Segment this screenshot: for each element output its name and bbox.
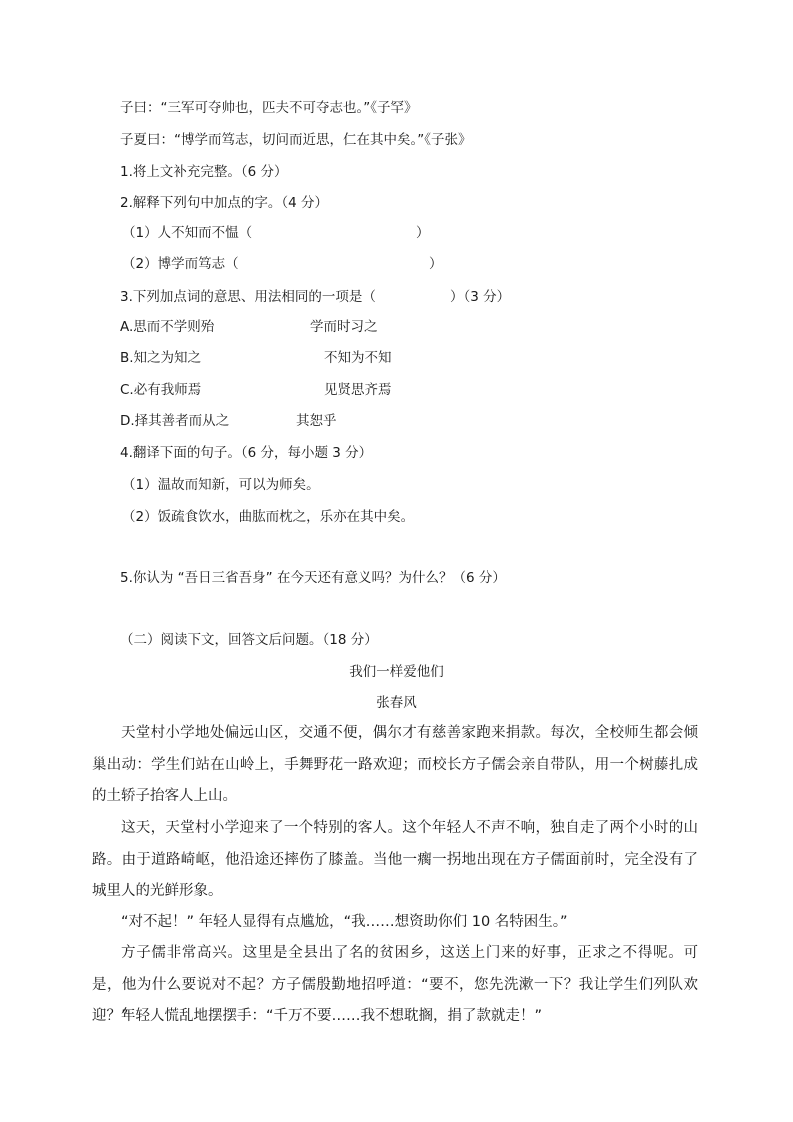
- option-a-right: 学而时习之: [310, 319, 378, 335]
- question-3: [120, 288, 511, 306]
- question-2-item-2-close: ）: [429, 256, 443, 272]
- question-2-item-1: [122, 224, 430, 242]
- quote-line-1: 子曰：“三军可夺帅也，匹夫不可夺志也。”《子罕》: [120, 100, 418, 116]
- question-2-item-2: [122, 255, 443, 273]
- article-title: 我们一样爱他们: [349, 664, 444, 680]
- option-a-left: A.思而不学则殆: [120, 319, 215, 335]
- option-c-right: 见贤思齐焉: [324, 382, 392, 398]
- option-c-left: C.必有我师焉: [120, 382, 202, 398]
- question-1: 1.将上文补充完整。（6 分）: [120, 164, 288, 180]
- question-2-item-1-text: （1）人不知而不愠（: [122, 225, 253, 241]
- question-2-item-2-text: （2）博学而笃志（: [122, 256, 239, 272]
- question-3-close: ）（3 分）: [450, 289, 511, 305]
- question-4-item-1: （1）温故而知新，可以为师矣。: [122, 477, 320, 493]
- question-3-text: 3.下列加点词的意思、用法相同的一项是（: [120, 289, 376, 305]
- article-paragraph-3: “对不起！” 年轻人显得有点尴尬，“我……想资助你们 10 名特困生。”: [121, 914, 568, 930]
- article-author: 张春风: [376, 695, 417, 711]
- question-5: 5.你认为 “吾日三省吾身” 在今天还有意义吗？为什么？（6 分）: [120, 570, 506, 586]
- question-2: 2.解释下列句中加点的字。（4 分）: [120, 195, 329, 211]
- option-d-right: 其恕乎: [296, 413, 337, 429]
- article-paragraph-5: 年轻人慌乱地摆摆手：“千万不要……我不想耽搁，捐了款就走！”: [121, 1008, 543, 1024]
- quote-line-2: 子夏曰：“博学而笃志，切问而近思，仁在其中矣。”《子张》: [120, 132, 472, 148]
- article-paragraph-1: 天堂村小学地处偏远山区，交通不便，偶尔才有慈善家跑来捐款。每次，全校师生都会倾巢出动：学生们站在山岭上，手舞野花一路欢迎；而校长方子儒会亲自带队，用一个树藤扎成的土轿子抬客人上山。: [92, 725, 698, 804]
- option-b-left: B.知之为知之: [120, 350, 202, 366]
- section-2-heading: （二）阅读下文，回答文后问题。（18 分）: [120, 632, 378, 648]
- option-b-right: 不知为不知: [324, 350, 392, 366]
- question-2-item-1-close: ）: [416, 225, 430, 241]
- option-d-left: D.择其善者而从之: [120, 413, 230, 429]
- question-4: 4.翻译下面的句子。（6 分，每小题 3 分）: [120, 445, 373, 461]
- question-4-item-2: （2）饭疏食饮水，曲肱而枕之，乐亦在其中矣。: [122, 509, 415, 525]
- article-paragraph-2: 这天，天堂村小学迎来了一个特别的客人。这个年轻人不声不响，独自走了两个小时的山路。由于道路崎岖，他沿途还摔伤了膝盖。当他一瘸一拐地出现在方子儒面前时，完全没有了城里人的光鲜形象。: [92, 820, 698, 899]
- article-paragraph-4: 方子儒非常高兴。这里是全县出了名的贫困乡，这送上门来的好事，正求之不得呢。可是，他为什么要说对不起？方子儒殷勤地招呼道：“要不，您先洗漱一下？我让学生们列队欢迎？”: [92, 945, 698, 1024]
